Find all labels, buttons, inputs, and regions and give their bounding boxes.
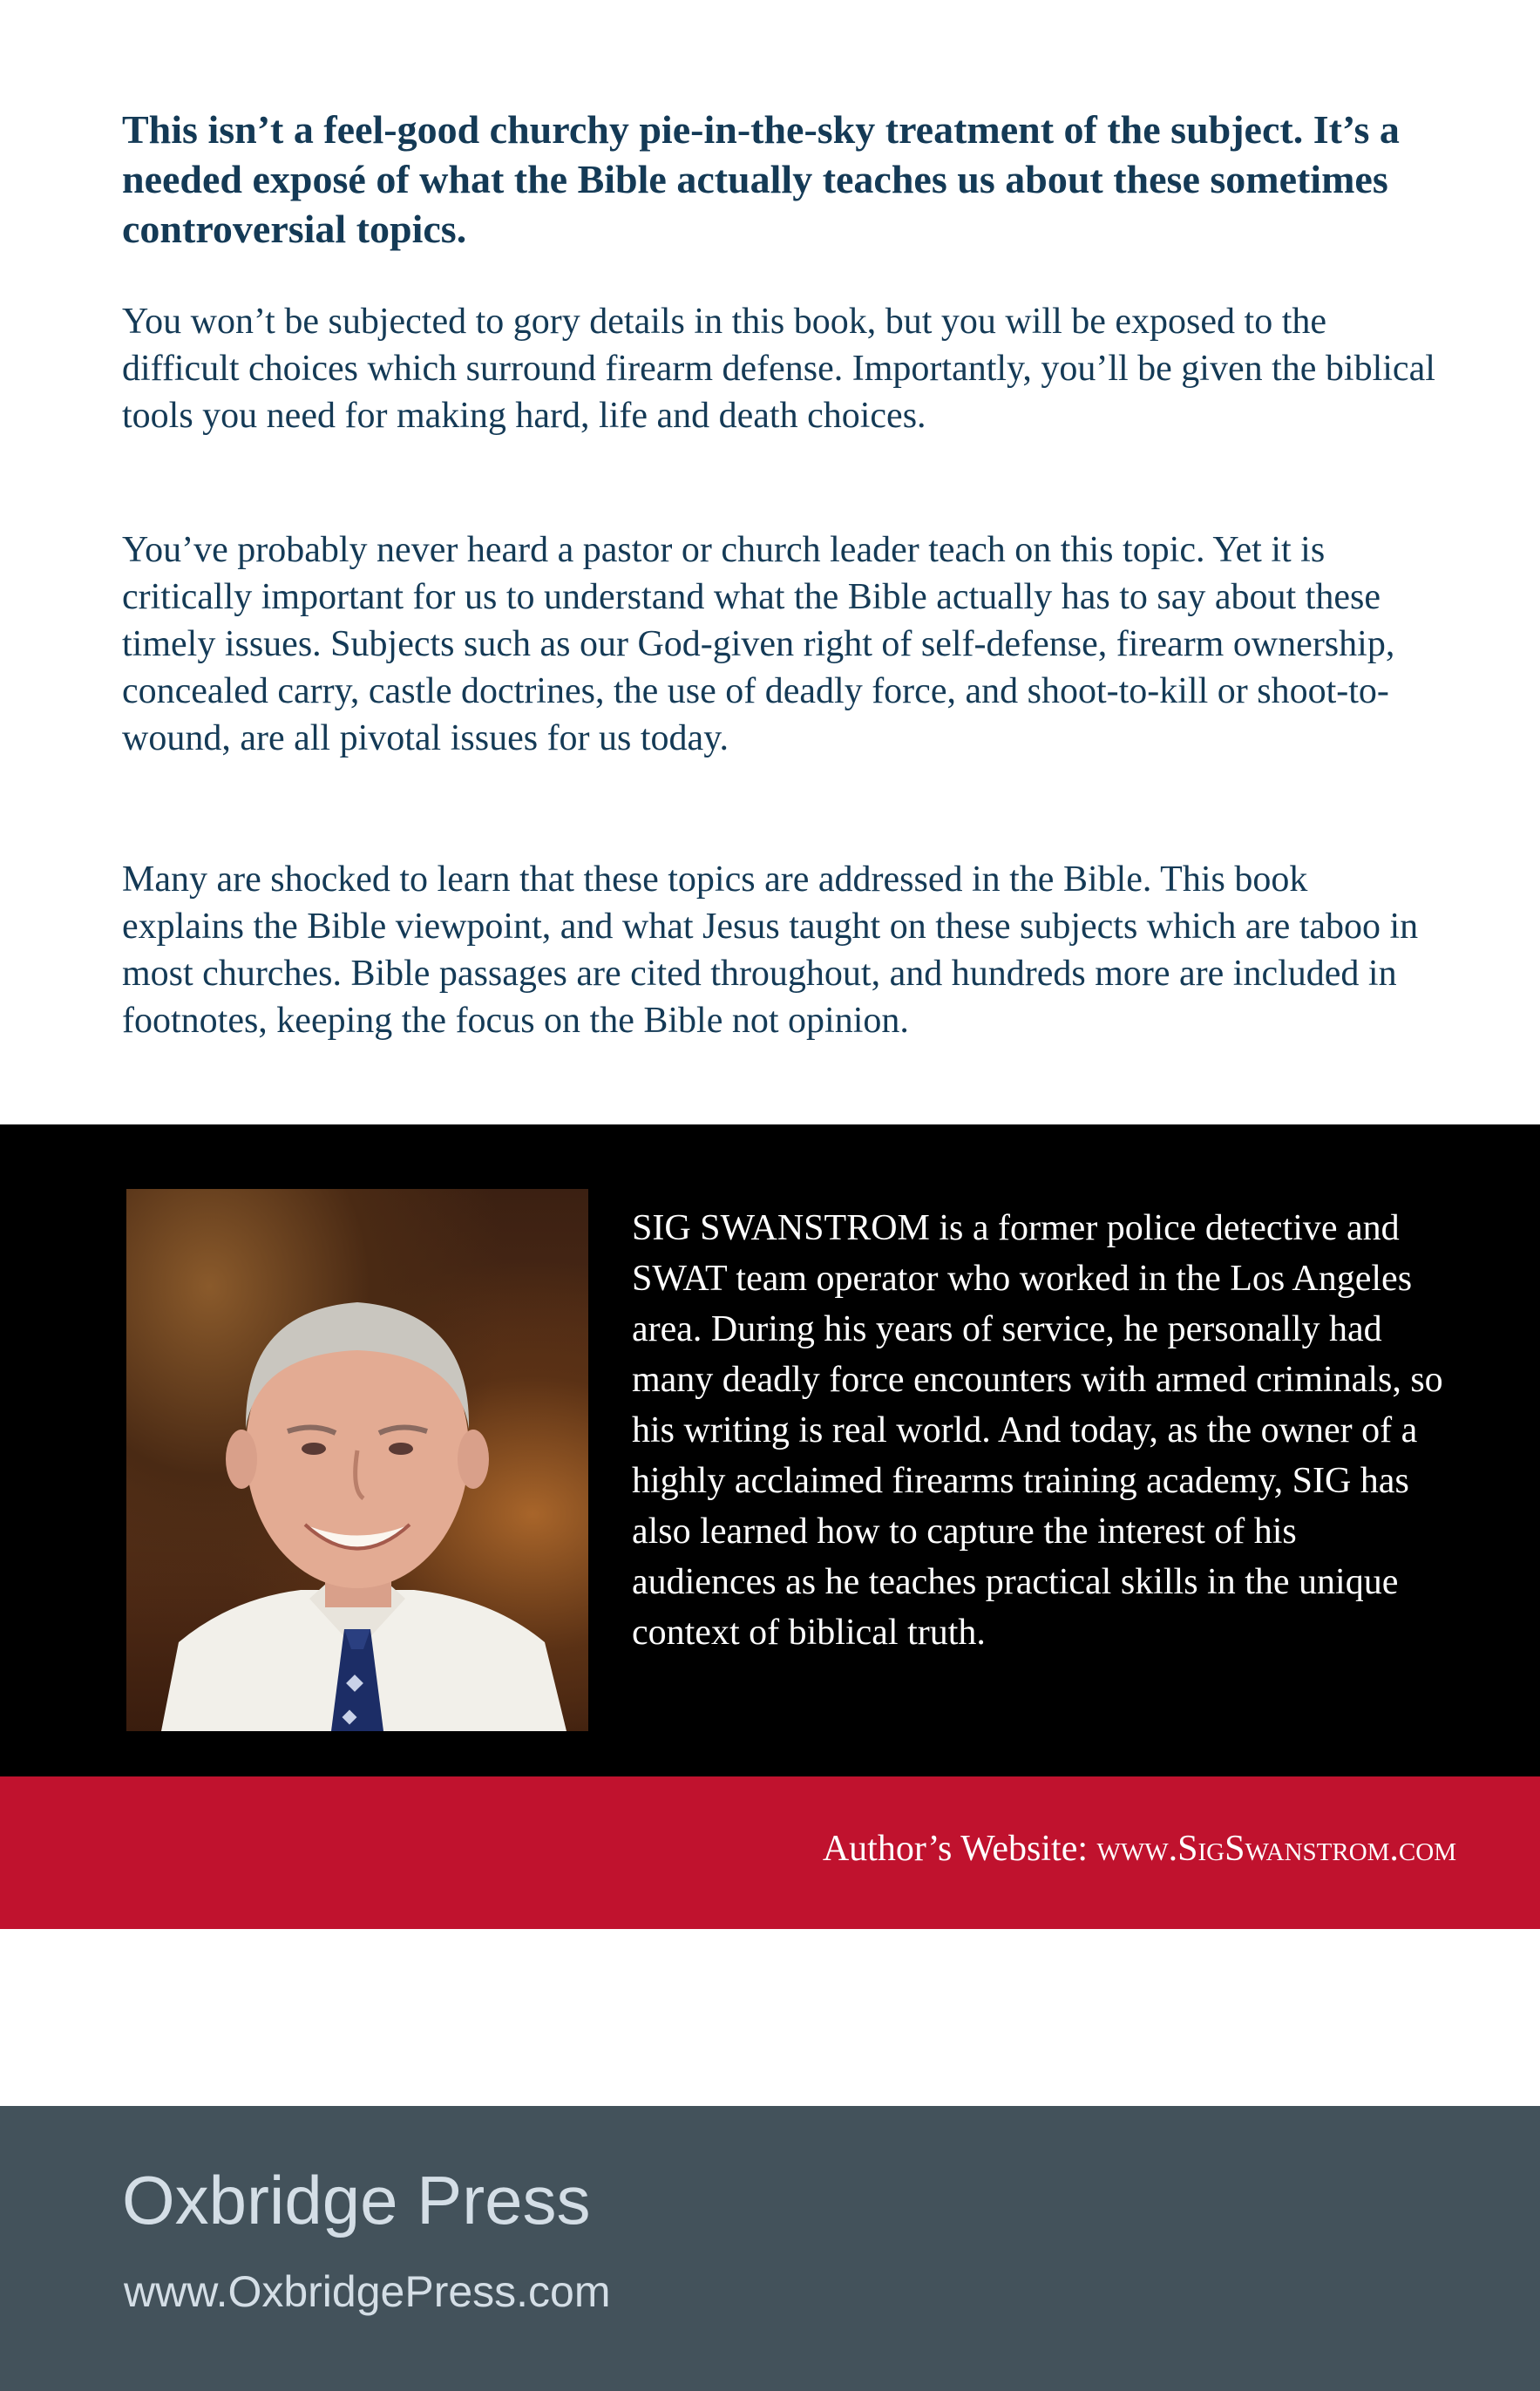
description-paragraph-3: Many are shocked to learn that these topics are addressed in the Bible. This book explains the Bible viewpoint, and what Jesus taught on these subjects which are taboo in most churches. Bible passages are cited throughout, and hundreds more are included in footnotes, keeping the focus on the Bible not opinion. bbox=[122, 859, 1419, 1041]
author-website-line bbox=[823, 1825, 1456, 1872]
author-portrait-illustration bbox=[126, 1189, 588, 1731]
headline: This isn’t a feel-good churchy pie-in-the-sky treatment of the subject. It’s a needed exposé of what the Bible actually teaches us about these sometimes controversial topics. bbox=[122, 107, 1400, 251]
author-website-label: Author’s Website: bbox=[822, 1829, 1097, 1869]
publisher-name: Oxbridge Press bbox=[122, 2162, 591, 2238]
publisher-website-link[interactable]: www.OxbridgePress.com bbox=[124, 2267, 611, 2316]
author-bio: SIG SWANSTROM is a former police detective and SWAT team operator who worked in the Los Angeles area. During his years of service, he personally had many deadly force encounters with armed criminals, so his writing is real world. And today, as the owner of a highly acclaimed firearms training academy, SIG has also learned how to capture the interest of his audiences as he teaches practical skills in the unique context of biblical truth. bbox=[632, 1208, 1443, 1653]
description-paragraph-1: You won’t be subjected to gory details in this book, but you will be exposed to the difficult choices which surround firearm defense. Importantly, you’ll be given the biblical tools you need for making hard, life and death choices. bbox=[122, 302, 1435, 436]
description-section bbox=[0, 0, 1540, 1124]
website-banner bbox=[0, 1776, 1540, 1929]
publisher-footer bbox=[0, 2106, 1540, 2391]
description-paragraph-2: You’ve probably never heard a pastor or church leader teach on this topic. Yet it is critically important for us to understand what the Bible actually has to say about these timely issues. Subjects such as our God-given right of self-defense, firearm ownership, concealed carry, castle doctrines, the use of deadly force, and shoot-to-kill or shoot-to-wound, are all pivotal issues for us today. bbox=[122, 530, 1395, 758]
author-section bbox=[0, 1124, 1540, 1776]
author-website-link[interactable]: www.SigSwanstrom.com bbox=[1096, 1829, 1456, 1869]
author-photo bbox=[126, 1189, 588, 1731]
